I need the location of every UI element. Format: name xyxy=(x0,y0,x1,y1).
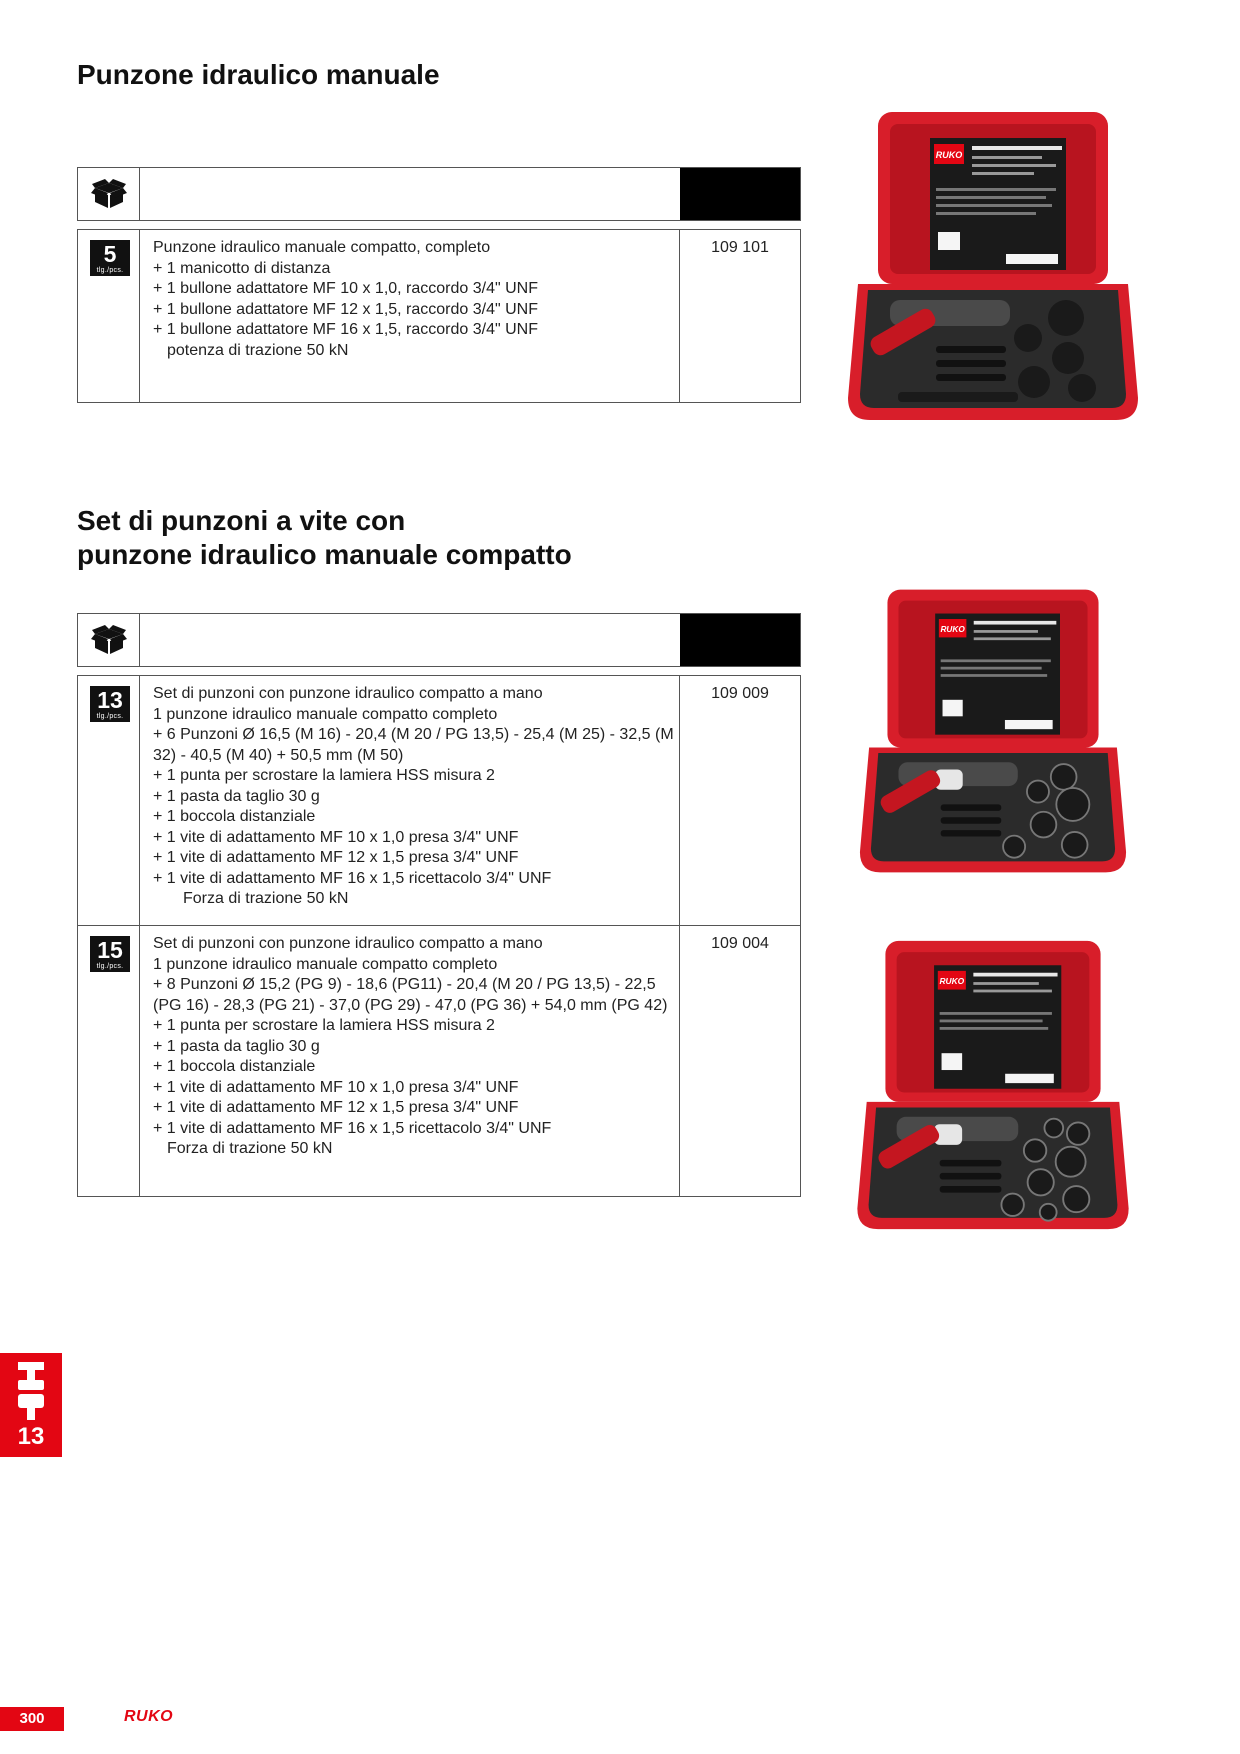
qty-badge xyxy=(90,240,130,276)
description-line: + 1 bullone adattatore MF 16 x 1,5, raccordo 3/4" UNF xyxy=(153,321,538,338)
description-line: + 1 boccola distanziale xyxy=(153,1058,316,1075)
header-code-cell xyxy=(680,168,800,220)
qty-cell xyxy=(78,230,140,402)
description-line: + 1 vite di adattamento MF 12 x 1,5 presa 3/4" UNF xyxy=(153,1099,519,1116)
product-image-tool-case xyxy=(848,935,1138,1235)
description-line: + 1 vite di adattamento MF 10 x 1,0 presa 3/4" UNF xyxy=(153,1078,519,1096)
description-line: + 1 punta per scrostare la lamiera HSS misura 2 xyxy=(153,767,495,784)
description-line: 1 punzone idraulico manuale compatto completo xyxy=(153,705,498,723)
article-code: 109 004 xyxy=(711,935,769,952)
package-icon xyxy=(91,179,127,209)
description-line: (PG 16) - 28,3 (PG 21) - 37,0 (PG 29) - 47,0 (PG 36) + 54,0 mm (PG 42) xyxy=(153,996,668,1014)
chapter-number: 13 xyxy=(17,1423,45,1450)
description-cell xyxy=(140,230,680,402)
package-icon xyxy=(91,625,127,655)
section-title-1: Punzone idraulico manuale xyxy=(77,59,440,90)
description-line: Punzone idraulico manuale compatto, completo xyxy=(153,239,491,256)
description-line: + 6 Punzoni Ø 16,5 (M 16) - 20,4 (M 20 / PG 13,5) - 25,4 (M 25) - 32,5 (M xyxy=(153,726,674,743)
description-line: + 1 punta per scrostare la lamiera HSS misura 2 xyxy=(153,1017,495,1034)
description-line: Set di punzoni con punzone idraulico compatto a mano xyxy=(153,685,543,702)
section-title-2: Set di punzoni a vite con punzone idraulico manuale compatto xyxy=(77,505,572,570)
package-header-cell xyxy=(78,614,140,666)
qty-unit: tlg./pcs. xyxy=(96,267,124,274)
chapter-tab xyxy=(0,1353,62,1457)
qty-badge xyxy=(90,686,130,722)
qty-number: 13 xyxy=(97,687,123,713)
description-line: + 1 pasta da taglio 30 g xyxy=(153,1037,320,1055)
description-line: + 1 boccola distanziale xyxy=(153,808,316,825)
article-code: 109 101 xyxy=(711,239,769,256)
description-line: + 1 bullone adattatore MF 12 x 1,5, raccordo 3/4" UNF xyxy=(153,300,538,318)
description-line: + 1 bullone adattatore MF 10 x 1,0, raccordo 3/4" UNF xyxy=(153,280,538,297)
qty-number: 15 xyxy=(97,937,123,963)
page-number: 300 xyxy=(0,1707,64,1731)
description-line: + 1 pasta da taglio 30 g xyxy=(153,787,320,805)
description-line: Forza di trazione 50 kN xyxy=(183,890,349,907)
table-row xyxy=(77,229,801,403)
table-header xyxy=(77,613,801,667)
article-code: 109 009 xyxy=(711,685,769,702)
case-brand-label: RUKO xyxy=(940,624,965,634)
description-line: + 1 vite di adattamento MF 16 x 1,5 ricettacolo 3/4" UNF xyxy=(153,1119,552,1137)
case-brand-label: RUKO xyxy=(939,975,965,986)
description-line: + 8 Punzoni Ø 15,2 (PG 9) - 18,6 (PG11) - 20,4 (M 20 / PG 13,5) - 22,5 xyxy=(153,976,656,993)
qty-unit: tlg./pcs. xyxy=(96,713,124,720)
case-brand-label: RUKO xyxy=(935,150,963,160)
description-line: + 1 vite di adattamento MF 10 x 1,0 presa 3/4" UNF xyxy=(153,828,519,846)
qty-cell xyxy=(78,926,140,1196)
qty-badge xyxy=(90,936,130,972)
description-line: + 1 vite di adattamento MF 16 x 1,5 ricettacolo 3/4" UNF xyxy=(153,869,552,887)
description-line: 1 punzone idraulico manuale compatto completo xyxy=(153,955,498,973)
product-table-1 xyxy=(77,167,801,403)
table-row xyxy=(77,925,801,1197)
description-cell xyxy=(140,676,680,925)
table-row xyxy=(77,675,801,926)
brand-logo: RUKO xyxy=(124,1708,174,1725)
description-line: Set di punzoni con punzone idraulico compatto a mano xyxy=(153,935,543,952)
description-line: + 1 vite di adattamento MF 12 x 1,5 presa 3/4" UNF xyxy=(153,849,519,866)
qty-cell xyxy=(78,676,140,925)
description-line: potenza di trazione 50 kN xyxy=(167,341,349,359)
description-line: + 1 manicotto di distanza xyxy=(153,259,331,277)
table-header xyxy=(77,167,801,221)
package-header-cell xyxy=(78,168,140,220)
description-line: 32) - 40,5 (M 40) + 50,5 mm (M 50) xyxy=(153,746,404,764)
description-line: Forza di trazione 50 kN xyxy=(167,1140,333,1157)
description-cell xyxy=(140,926,680,1196)
header-code-cell xyxy=(680,614,800,666)
product-table-2 xyxy=(77,613,801,1197)
punch-tool-icon xyxy=(14,1362,48,1420)
qty-number: 5 xyxy=(103,241,117,267)
qty-unit: tlg./pcs. xyxy=(96,963,124,970)
product-image-tool-case xyxy=(838,108,1148,424)
product-image-tool-case xyxy=(848,586,1138,876)
